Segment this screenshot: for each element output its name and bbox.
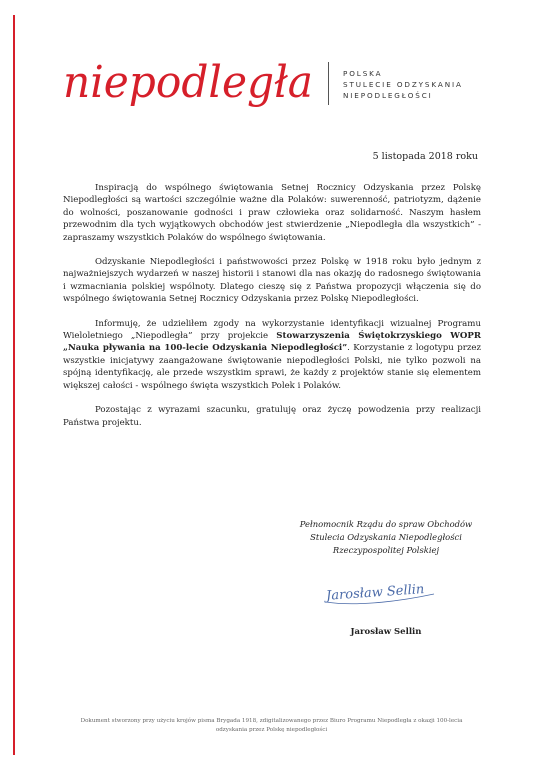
logo-line-polska: POLSKA xyxy=(343,69,383,78)
footer-line-1: Dokument stworzony przy użyciu krojów pisma Brygada 1918, zdigitalizowanego przez Biuro Programu Niepodległa z okazji 100-lecia xyxy=(80,718,463,724)
logo-divider xyxy=(328,62,329,105)
niepodlegla-logo xyxy=(63,55,315,115)
signatory-title-line-3: Rzeczypospolitej Polskiej xyxy=(332,545,440,556)
red-margin-rule xyxy=(13,15,15,755)
logo-tagline xyxy=(343,68,463,101)
paragraph-3 xyxy=(63,318,481,392)
paragraph-2: Odzyskanie Niepodległości i państwowości przez Polskę w 1918 roku było jednym z najważniejszych wydarzeń w naszej historii i stanowi dla nas okazję do radosnego świętowania i wzmacniania polskiej wspólnoty. Dlatego cieszę się z Państwa propozycji włączenia się do wspólnego świętowania Setnej Rocznicy Odzyskania przez Polskę Niepodległości. xyxy=(63,257,481,305)
footer-line-2: odzyskania przez Polskę niepodległości xyxy=(215,727,328,733)
paragraph-3-rest: . Korzystanie z logotypu przez wszystkie inicjatywy zaangażowane świętowanie niepodległości Polski, nie tylko pozwoli na spójną identyfikację, ale przede wszystkim sprawi, że każdy z projektów stanie się elementem większej całości - wspólnego święta wszystkich Polek i Polaków. xyxy=(63,343,481,391)
footer-note xyxy=(40,717,503,735)
svg-text:Jarosław Sellin: Jarosław Sellin xyxy=(325,582,425,604)
letter-body xyxy=(63,182,481,441)
handwritten-signature xyxy=(322,572,442,612)
signatory-title-line-1: Pełnomocnik Rządu do spraw Obchodów xyxy=(299,519,473,529)
logo-line-stulecie: STULECIE ODZYSKANIA xyxy=(343,80,463,89)
paragraph-4: Pozostając z wyrazami szacunku, gratuluję oraz życzę powodzenia przy realizacji Państwa projektu. xyxy=(63,405,481,428)
signatory-title-line-2: Stulecia Odzyskania Niepodległości xyxy=(310,532,462,543)
paragraph-3-intro: Informuję, że udzieliłem zgody na wykorzystanie identyfikacji wizualnej Programu Wieloletniego „Niepodległa” przy projekcie xyxy=(63,318,481,342)
project-name: Stowarzyszenia Świętokrzyskiego WOPR „Nauka pływania na 100-lecie Odzyskania Niepodległości” xyxy=(63,331,481,354)
signatory-title xyxy=(280,518,492,558)
letter-date: 5 listopada 2018 roku xyxy=(372,151,478,162)
logo-line-niepodleglosci: NIEPODLEGŁOŚCI xyxy=(343,91,433,100)
svg-text:niepodległa: niepodległa xyxy=(63,57,313,108)
signer-name: Jarosław Sellin xyxy=(350,627,422,637)
paragraph-1: Inspiracją do wspólnego świętowania Setnej Rocznicy Odzyskania przez Polskę Niepodległości są wartości szczególnie ważne dla Polaków: suwerenność, patriotyzm, dążenie do wolności, poszanowanie godności i praw człowieka oraz solidarność. Naszym hasłem przewodnim dla tych wyjątkowych obchodów jest stwierdzenie „Niepodległa dla wszystkich” - zapraszamy wszystkich Polaków do wspólnego świętowania. xyxy=(63,183,481,243)
